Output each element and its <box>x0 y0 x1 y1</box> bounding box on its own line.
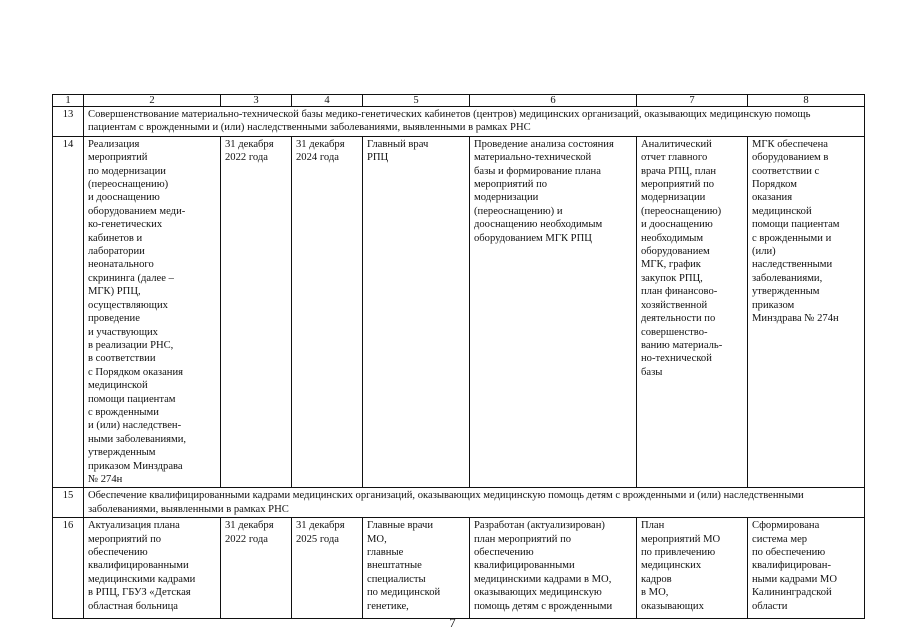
responsible-cell <box>363 518 470 619</box>
header-cell: 8 <box>748 95 865 107</box>
page-number: 7 <box>449 615 456 630</box>
table-row-14 <box>53 136 865 488</box>
measure-cell <box>84 518 221 619</box>
section-row-15 <box>53 488 865 518</box>
header-cell: 3 <box>221 95 292 107</box>
header-cell: 6 <box>470 95 637 107</box>
row-number: 15 <box>53 488 84 518</box>
end-date-cell: 31 декабря 2024 года <box>292 136 363 488</box>
table-row-16 <box>53 518 865 619</box>
measure-cell: Реализация мероприятий по модернизации (переоснащению) и дооснащению оборудованием меди- ко-генетических кабинетов и лаборатории неонатального скрининга (далее – МГК) РПЦ, осуществляющих проведение и участвующих в реализации РНС, в соответствии с Порядком оказания медицинской помощи пациентам с врожденными и (или) наследствен- ными заболеваниями, утвержденным приказом Минздрава № 274н <box>84 136 221 488</box>
action-cell: Проведение анализа состояния материально-технической базы и формирование плана мероприятий по модернизации (переоснащению) и дооснащению необходимым оборудованием МГК РПЦ <box>470 136 637 488</box>
start-date-cell: 31 декабря 2022 года <box>221 136 292 488</box>
header-cell: 2 <box>84 95 221 107</box>
plan-table <box>52 94 865 619</box>
row-number: 14 <box>53 136 84 488</box>
responsible-text: Главные врачи МО, главные внештатные специалисты по медицинской генетике, <box>367 520 441 612</box>
table-header-row <box>53 95 865 107</box>
row-number: 16 <box>53 518 84 619</box>
header-cell: 5 <box>363 95 470 107</box>
document-text: План мероприятий МО по привлечению медицинских кадров в МО, оказывающих <box>641 520 721 612</box>
section-title: Совершенствование материально-технической базы медико-генетических кабинетов (центров) медицинских организаций, оказывающих медицинскую помощь пациентам с врожденными и (или) наследственными заболеваниями, выявленными в рамках РНС <box>84 107 865 137</box>
measure-text: Актуализация плана мероприятий по обеспечению квалифицированными медицинскими кадрами в РПЦ, ГБУЗ «Детская областная больница <box>88 520 196 612</box>
responsible-cell: Главный врач РПЦ <box>363 136 470 488</box>
result-text: Сформирована система мер по обеспечению квалифицирован- ными кадрами МО Калининградской области <box>752 520 837 612</box>
section-title: Обеспечение квалифицированными кадрами медицинских организаций, оказывающих медицинскую помощь детям с врожденными и (или) наследственными заболеваниями, выявленными в рамках РНС <box>84 488 865 518</box>
result-cell: МГК обеспечена оборудованием в соответствии с Порядком оказания медицинской помощи пациентам с врожденными и (или) наследственными заболеваниями, утвержденным приказом Минздрава № 274н <box>748 136 865 488</box>
section-row-13 <box>53 107 865 137</box>
end-date-text: 31 декабря 2025 года <box>296 520 345 545</box>
start-date-cell <box>221 518 292 619</box>
result-cell <box>748 518 865 619</box>
start-date-text: 31 декабря 2022 года <box>225 520 274 545</box>
document-cell: Аналитический отчет главного врача РПЦ, план мероприятий по модернизации (переоснащению) и дооснащению необходимым оборудованием МГК, график закупок РПЦ, план финансово- хозяйственной деятельности по совершенство- ванию материаль- но-технической базы <box>637 136 748 488</box>
header-cell: 7 <box>637 95 748 107</box>
document-cell <box>637 518 748 619</box>
header-cell: 1 <box>53 95 84 107</box>
header-cell: 4 <box>292 95 363 107</box>
row-number: 13 <box>53 107 84 137</box>
action-text: Разработан (актуализирован) план мероприятий по обеспечению квалифицированными медицинскими кадрами в МО, оказывающих медицинскую помощь детям с врожденными <box>474 520 613 612</box>
action-cell <box>470 518 637 619</box>
end-date-cell <box>292 518 363 619</box>
